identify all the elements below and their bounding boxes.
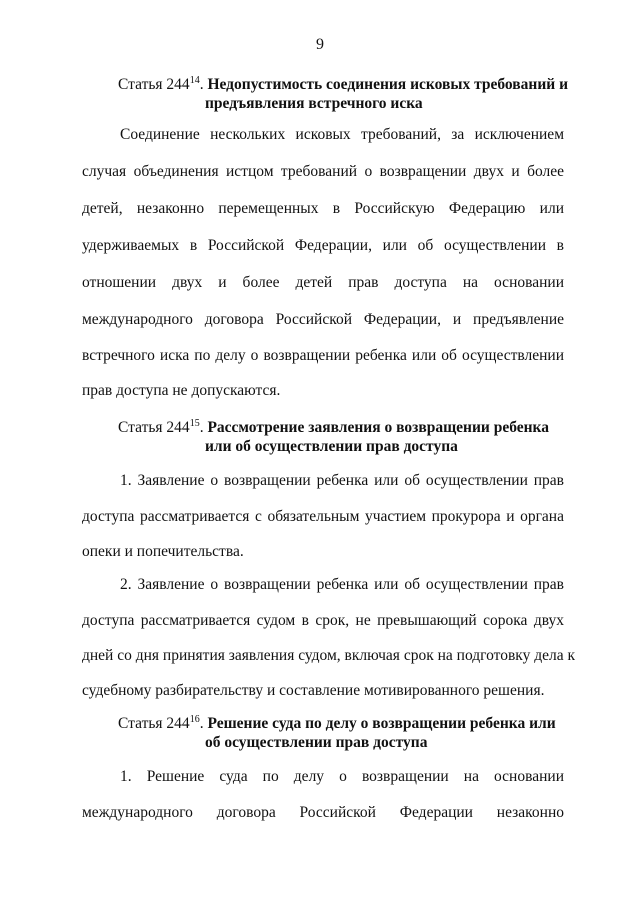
paragraph-line: встречного иска по делу о возвращении ребенка или об осуществлении — [82, 347, 564, 364]
article-heading-244-14: Статья $244^{14}$. Недопустимость соединения исковых требований и предъявления встречного иска — [118, 75, 578, 113]
paragraph-line: отношении двух и более детей прав доступа на основании — [82, 274, 564, 291]
paragraph-line: международного договора Российской Федерации, и предъявление — [82, 311, 564, 328]
paragraph-line: 1. Заявление о возвращении ребенка или об осуществлении прав — [120, 472, 564, 489]
paragraph-line: опеки и попечительства. — [82, 543, 244, 560]
article-title: Недопустимость соединения исковых требований и — [207, 76, 568, 93]
article-heading-244-15: Статья $244^{15}$. Рассмотрение заявления о возвращении ребенка или об осуществлении прав доступа — [118, 418, 578, 456]
paragraph-line: дней со дня принятия заявления судом, включая срок на подготовку дела к — [82, 647, 576, 664]
paragraph-line: доступа рассматривается судом в срок, не превышающий сорока двух — [82, 612, 564, 629]
article-title-continued: предъявления встречного иска — [205, 95, 423, 112]
paragraph-line: случая объединения истцом требований о возвращении двух и более — [82, 163, 564, 180]
article-title: Решение суда по делу о возвращении ребенка или — [207, 715, 556, 732]
article-label: Статья 244 — [118, 419, 190, 436]
paragraph-line: доступа рассматривается с обязательным участием прокурора и органа — [82, 508, 564, 525]
article-title-continued: об осуществлении прав доступа — [205, 734, 428, 751]
article-superscript: 14 — [189, 75, 200, 86]
paragraph-line: 2. Заявление о возвращении ребенка или об осуществлении прав — [120, 576, 564, 593]
paragraph-line: детей, незаконно перемещенных в Российскую Федерацию или — [82, 200, 564, 217]
paragraph-line: международного договора Российской Федерации незаконно — [82, 804, 564, 821]
paragraph-line: судебному разбирательству и составление мотивированного решения. — [82, 682, 545, 699]
article-label: Статья 244 — [118, 715, 190, 732]
article-superscript: 16 — [189, 714, 200, 725]
paragraph-line: Соединение нескольких исковых требований, за исключением — [120, 126, 564, 143]
article-heading-244-16: Статья $244^{16}$. Решение суда по делу о возвращении ребенка или об осуществлении прав доступа — [118, 714, 578, 752]
article-label: Статья 244 — [118, 76, 190, 93]
paragraph-line: 1. Решение суда по делу о возвращении на основании — [120, 768, 564, 785]
paragraph-line: удерживаемых в Российской Федерации, или об осуществлении в — [82, 237, 564, 254]
page-number: 9 — [316, 36, 324, 53]
paragraph-line: прав доступа не допускаются. — [82, 382, 281, 399]
article-superscript: 15 — [189, 418, 200, 429]
article-title-continued: или об осуществлении прав доступа — [205, 438, 458, 455]
article-title: Рассмотрение заявления о возвращении ребенка — [207, 419, 550, 436]
